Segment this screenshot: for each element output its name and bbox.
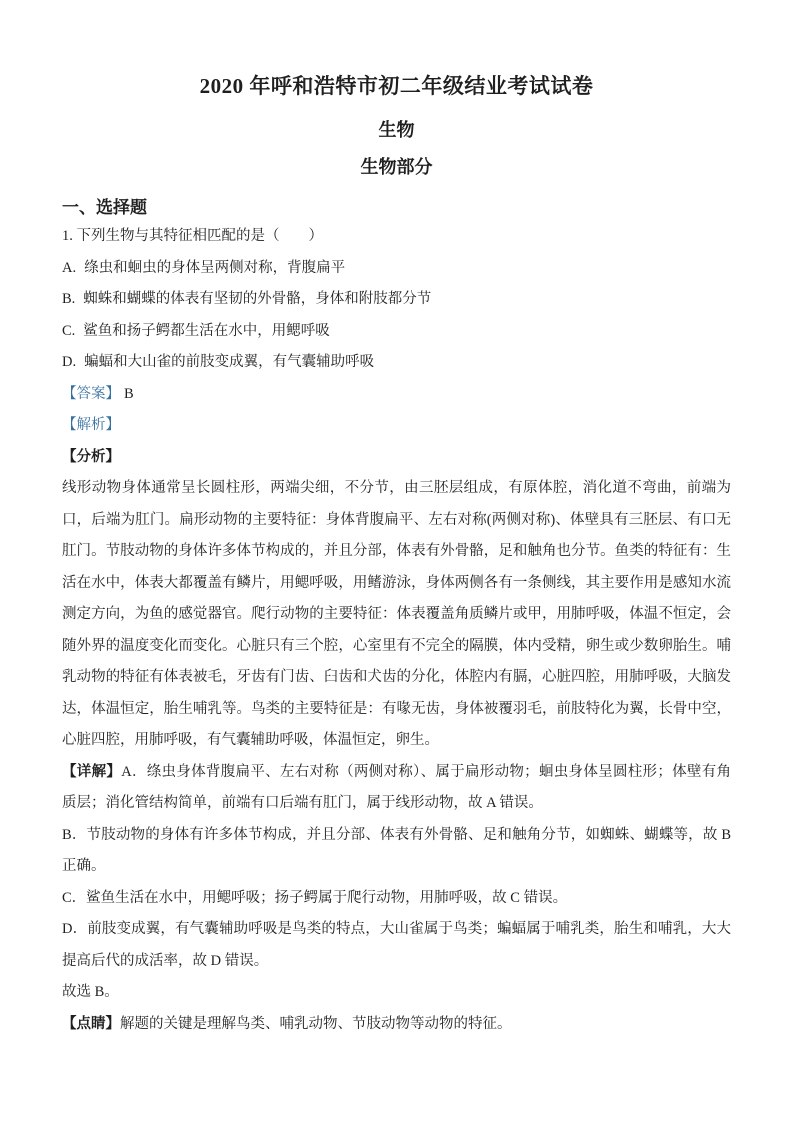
option-a (62, 253, 731, 285)
answer-line (62, 379, 731, 411)
explanation-label: 【解析】 (62, 417, 120, 433)
part-title: 生物部分 (360, 157, 433, 177)
section-heading: 一、选择题 (62, 198, 147, 217)
answer-label: 【答案】 (62, 385, 120, 402)
analysis-paragraph: 线形动物身体通常呈长圆柱形，两端尖细，不分节，由三胚层组成，有原体腔，消化道不弯曲，前端为口，后端为肛门。扁形动物的主要特征：身体背腹扁平、左右对称(两侧对称)、体壁具有三胚层、有口无肛门。节肢动物的身体许多体节构成的，并且分部，体表有外骨骼，足和触角也分节。鱼类的特征有：生活在水中，体表大都覆盖有鳞片，用鳃呼吸，用鳍游泳，身体两侧各有一条侧线，其主要作用是感知水流测定方向，为鱼的感觉器官。爬行动物的主要特征：体表覆盖角质鳞片或甲，用肺呼吸，体温不恒定，会随外界的温度变化而变化。心脏只有三个腔，心室里有不完全的隔膜，体内受精，卵生或少数卵胎生。哺乳动物的特征有体表被毛，牙齿有门齿、臼齿和犬齿的分化，体腔内有膈，心脏四腔，用肺呼吸，大脑发达，体温恒定，胎生哺乳等。鸟类的主要特征是：有喙无齿，身体被覆羽毛，前肢特化为翼，长骨中空，心脏四腔，用肺呼吸，有气囊辅助呼吸，体温恒定，卵生。 (62, 480, 731, 748)
option-c-text: 鲨鱼和扬子鳄都生活在水中，用鳃呼吸 (83, 322, 330, 339)
option-d-text: 蝙蝠和大山雀的前肢变成翼，有气囊辅助呼吸 (84, 354, 375, 370)
detail-paragraph-c: C．鲨鱼生活在水中，用鳃呼吸；扬子鳄属于爬行动物，用肺呼吸，故 C 错误。 (62, 889, 568, 906)
option-b-text: 蜘蛛和蝴蝶的体表有坚韧的外骨骼，身体和附肢都分节 (83, 291, 432, 307)
detail-paragraph-b: B．节肢动物的身体有许多体节构成，并且分部、体表有外骨骼、足和触角分节，如蜘蛛、蝴蝶等，故 B 正确。 (62, 826, 731, 874)
question-block (62, 221, 731, 1040)
question-stem: 1. 下列生物与其特征相匹配的是（ ） (62, 228, 323, 244)
answer-value: B (124, 385, 134, 402)
subject-title: 生物 (378, 120, 415, 140)
option-a-label: A. (62, 259, 77, 276)
conclusion-line: 故选 B。 (62, 984, 119, 1000)
tip-paragraph (62, 1009, 731, 1041)
analysis-label: 【分析】 (62, 448, 120, 465)
detail-text-a: A．绦虫身体背腹扁平、左右对称（两侧对称）、属于扁形动物；蛔虫身体呈圆柱形；体壁有角质层；消化管结构简单，前端有口后端有肛门，属于线形动物，故 A 错误。 (62, 763, 732, 811)
option-b (62, 284, 731, 316)
tip-label: 【点睛】 (62, 1015, 120, 1032)
detail-label: 【详解】 (62, 763, 122, 780)
option-d (62, 347, 731, 379)
detail-paragraph-a (62, 757, 731, 820)
page-title: 2020 年呼和浩特市初二年级结业考试试卷 (199, 74, 594, 98)
explanation-line (62, 410, 731, 442)
option-b-label: B. (62, 291, 76, 307)
option-c-label: C. (62, 322, 76, 339)
option-c (62, 316, 731, 348)
tip-text: 解题的关键是理解鸟类、哺乳动物、节肢动物等动物的特征。 (120, 1015, 512, 1032)
option-a-text: 绦虫和蛔虫的身体呈两侧对称，背腹扁平 (84, 259, 346, 276)
option-d-label: D. (62, 354, 77, 370)
analysis-heading (62, 442, 731, 474)
detail-paragraph-d: D．前肢变成翼，有气囊辅助呼吸是鸟类的特点，大山雀属于鸟类；蝙蝠属于哺乳类，胎生和哺乳，大大提高后代的成活率，故 D 错误。 (62, 921, 731, 969)
